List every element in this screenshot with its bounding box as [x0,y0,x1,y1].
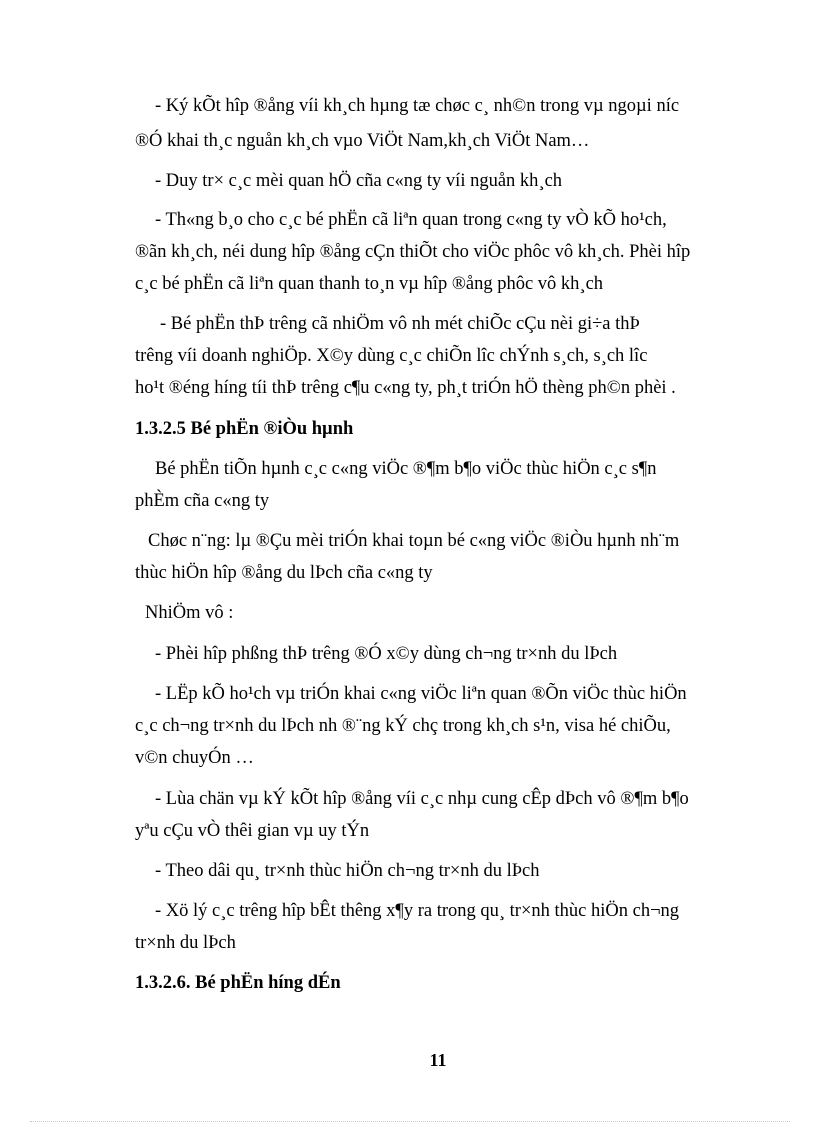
text-line: - Bé phËn thÞ trêng cã nhiÖm vô nh mét chiÕc cÇu nèi gi÷a thÞ [160,314,640,334]
text-line: ho¹t ®éng híng tíi thÞ trêng c¶u c«ng ty, ph¸t triÓn hÖ thèng ph©n phèi . [135,378,676,398]
text-line: Chøc n¨ng: lµ ®Çu mèi triÓn khai toµn bé c«ng viÖc ®iÒu hµnh nh¨m [148,531,680,551]
text-line: thùc hiÖn hîp ®ång du lÞch cña c«ng ty [135,563,433,583]
text-line: - Theo dâi qu¸ tr×nh thùc hiÖn ch¬ng tr×nh du lÞch [155,861,540,881]
text-line: - Phèi hîp phßng thÞ trêng ®Ó x©y dùng ch¬ng tr×nh du lÞch [155,644,618,664]
section-heading: 1.3.2.5 Bé phËn ®iÒu hµnh [135,419,354,439]
section-heading: 1.3.2.6. Bé phËn híng dÉn [135,973,341,993]
text-line: Bé phËn tiÕn hµnh c¸c c«ng viÖc ®¶m b¶o viÖc thùc hiÖn c¸c s¶n [155,459,657,479]
text-line: ®Ó khai th¸c nguån kh¸ch vµo ViÖt Nam,kh¸ch ViÖt Nam… [135,131,590,151]
text-line: ®ãn kh¸ch, néi dung hîp ®ång cÇn thiÕt cho viÖc phôc vô kh¸ch. Phèi hîp [135,242,691,262]
text-line: c¸c bé phËn cã liªn quan thanh to¸n vµ hîp ®ång phôc vô kh¸ch [135,274,604,294]
text-line: - LËp kÕ ho¹ch vµ triÓn khai c«ng viÖc liªn quan ®Õn viÖc thùc hiÖn [155,684,687,704]
page-bottom-border [30,1121,790,1122]
text-line: tr×nh du lÞch [135,933,236,953]
text-line: - Xö lý c¸c trêng hîp bÊt thêng x¶y ra trong qu¸ tr×nh thùc hiÖn ch¬ng [155,901,680,921]
text-line: phÈm cña c«ng ty [135,491,270,511]
page-number: 11 [429,1050,447,1070]
text-line: - Lùa chän vµ kÝ kÕt hîp ®ång víi c¸c nhµ cung cÊp dÞch vô ®¶m b¶o [155,789,689,809]
text-line: - Th«ng b¸o cho c¸c bé phËn cã liªn quan trong c«ng ty vÒ kÕ ho¹ch, [155,210,667,230]
text-line: - Ký kÕt hîp ®ång víi kh¸ch hµng tæ chøc c¸ nh©n trong vµ ngoµi níc [155,96,680,116]
text-line: c¸c ch¬ng tr×nh du lÞch nh ®¨ng kÝ chç trong kh¸ch s¹n, visa hé chiÕu, [135,716,671,736]
text-line: v©n chuyÓn … [135,748,254,768]
text-line: NhiÖm vô : [145,603,234,623]
text-line: trêng víi doanh nghiÖp. X©y dùng c¸c chiÕn lîc chÝnh s¸ch, s¸ch lîc [135,346,648,366]
text-line: yªu cÇu vÒ thêi gian vµ uy tÝn [135,821,370,841]
text-line: - Duy tr× c¸c mèi quan hÖ cña c«ng ty víi nguån kh¸ch [155,171,563,191]
